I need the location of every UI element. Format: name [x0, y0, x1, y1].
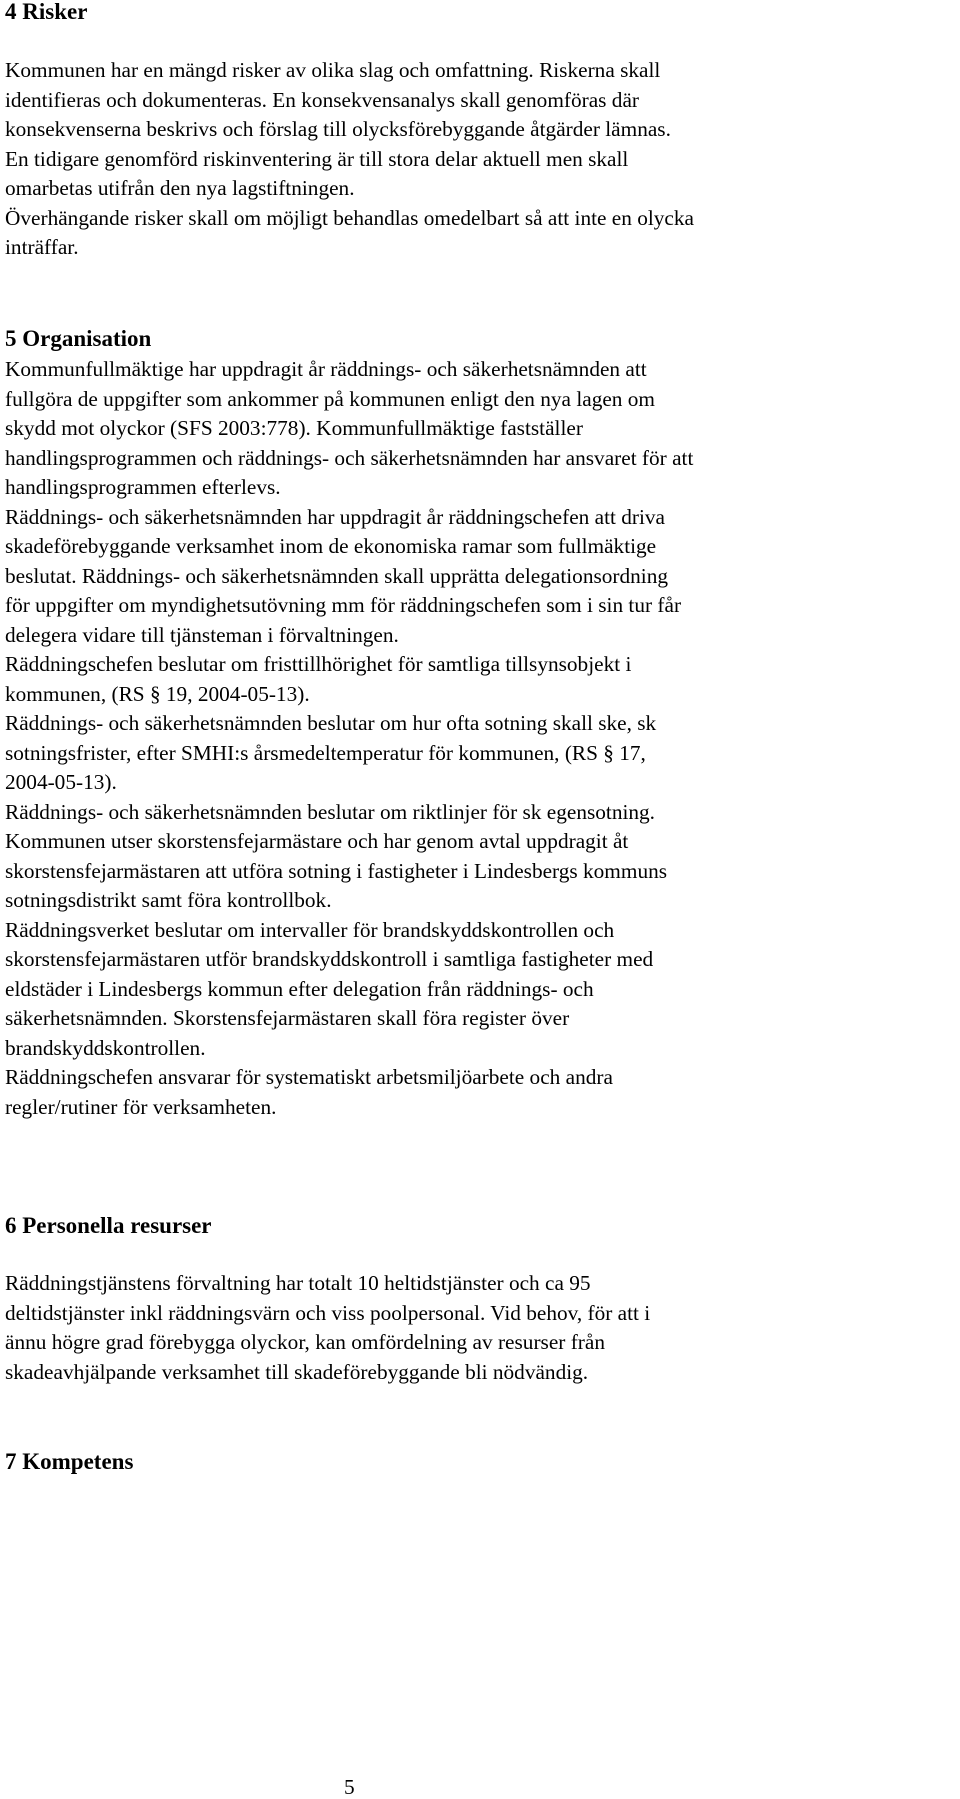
- text-line: omarbetas utifrån den nya lagstiftningen.: [5, 176, 355, 200]
- section-heading-personella-resurser: 6 Personella resurser: [5, 1213, 212, 1238]
- section-body-personella-resurser: [5, 1269, 650, 1387]
- text-line: skorstensfejarmästaren att utföra sotning i fastigheter i Lindesbergs kommuns: [5, 858, 668, 883]
- text-line: sotningsdistrikt samt föra kontrollbok.: [5, 888, 332, 912]
- text-line: för uppgifter om myndighetsutövning mm för räddningschefen som i sin tur får: [5, 593, 682, 617]
- text-line: skadeförebyggande verksamhet inom de ekonomiska ramar som fullmäktige: [5, 534, 657, 558]
- text-line: konsekvenserna beskrivs och förslag till olycksförebyggande åtgärder lämnas.: [5, 117, 671, 141]
- text-line: identifieras och dokumenteras. En konsekvensanalys skall genomföras där: [5, 87, 639, 112]
- text-line: Räddningschefen beslutar om fristtillhörighet för samtliga tillsynsobjekt i: [5, 652, 632, 676]
- text-line: beslutat. Räddnings- och säkerhetsnämnden skall upprätta delegationsordning: [5, 563, 669, 588]
- text-line: skadeavhjälpande verksamhet till skadeförebyggande bli nödvändig.: [5, 1359, 589, 1384]
- section-body-organisation: [5, 355, 693, 1122]
- text-line: handlingsprogrammen och räddnings- och säkerhetsnämnden har ansvaret för att: [5, 445, 694, 470]
- text-line: inträffar.: [5, 235, 79, 259]
- text-line: Räddnings- och säkerhetsnämnden beslutar om hur ofta sotning skall ske, sk: [5, 711, 657, 735]
- text-line: kommunen, (RS § 19, 2004-05-13).: [5, 681, 310, 706]
- text-line: 2004-05-13).: [5, 770, 117, 794]
- text-line: Kommunen utser skorstensfejarmästare och har genom avtal uppdragit åt: [5, 829, 629, 853]
- text-line: Kommunen har en mängd risker av olika slag och omfattning. Riskerna skall: [5, 58, 661, 82]
- text-line: sotningsfrister, efter SMHI:s årsmedeltemperatur för kommunen, (RS § 17,: [5, 740, 646, 765]
- text-line: säkerhetsnämnden. Skorstensfejarmästaren skall föra register över: [5, 1006, 570, 1030]
- text-line: Räddnings- och säkerhetsnämnden har uppdragit år räddningschefen att driva: [5, 504, 665, 529]
- text-line: En tidigare genomförd riskinventering är till stora delar aktuell men skall: [5, 146, 629, 171]
- page-number: 5: [344, 1775, 355, 1799]
- text-line: Räddnings- och säkerhetsnämnden beslutar om riktlinjer för sk egensotning.: [5, 799, 656, 824]
- text-line: Överhängande risker skall om möjligt behandlas omedelbart så att inte en olycka: [5, 205, 694, 230]
- section-body-risker: [5, 56, 694, 263]
- section-heading-risker: 4 Risker: [5, 0, 88, 24]
- text-line: regler/rutiner för verksamheten.: [5, 1094, 277, 1119]
- text-line: Räddningschefen ansvarar för systematiskt arbetsmiljöarbete och andra: [5, 1065, 613, 1089]
- text-line: Räddningsverket beslutar om intervaller för brandskyddskontrollen och: [5, 917, 615, 942]
- text-line: skorstensfejarmästaren utför brandskyddskontroll i samtliga fastigheter med: [5, 947, 654, 971]
- text-line: Räddningstjänstens förvaltning har totalt 10 heltidstjänster och ca 95: [5, 1271, 591, 1295]
- text-line: eldstäder i Lindesbergs kommun efter delegation från räddnings- och: [5, 976, 594, 1001]
- text-line: handlingsprogrammen efterlevs.: [5, 475, 281, 499]
- text-line: skydd mot olyckor (SFS 2003:778). Kommunfullmäktige fastställer: [5, 416, 583, 440]
- text-line: ännu högre grad förebygga olyckor, kan omfördelning av resurser från: [5, 1330, 605, 1354]
- text-line: fullgöra de uppgifter som ankommer på kommunen enligt den nya lagen om: [5, 386, 655, 411]
- text-line: delegera vidare till tjänsteman i förvaltningen.: [5, 622, 399, 647]
- section-heading-organisation: 5 Organisation: [5, 326, 152, 351]
- text-line: deltidstjänster inkl räddningsvärn och viss poolpersonal. Vid behov, för att i: [5, 1300, 651, 1325]
- text-line: Kommunfullmäktige har uppdragit år räddnings- och säkerhetsnämnden att: [5, 357, 647, 381]
- section-heading-kompetens: 7 Kompetens: [5, 1449, 134, 1474]
- text-line: brandskyddskontrollen.: [5, 1035, 206, 1060]
